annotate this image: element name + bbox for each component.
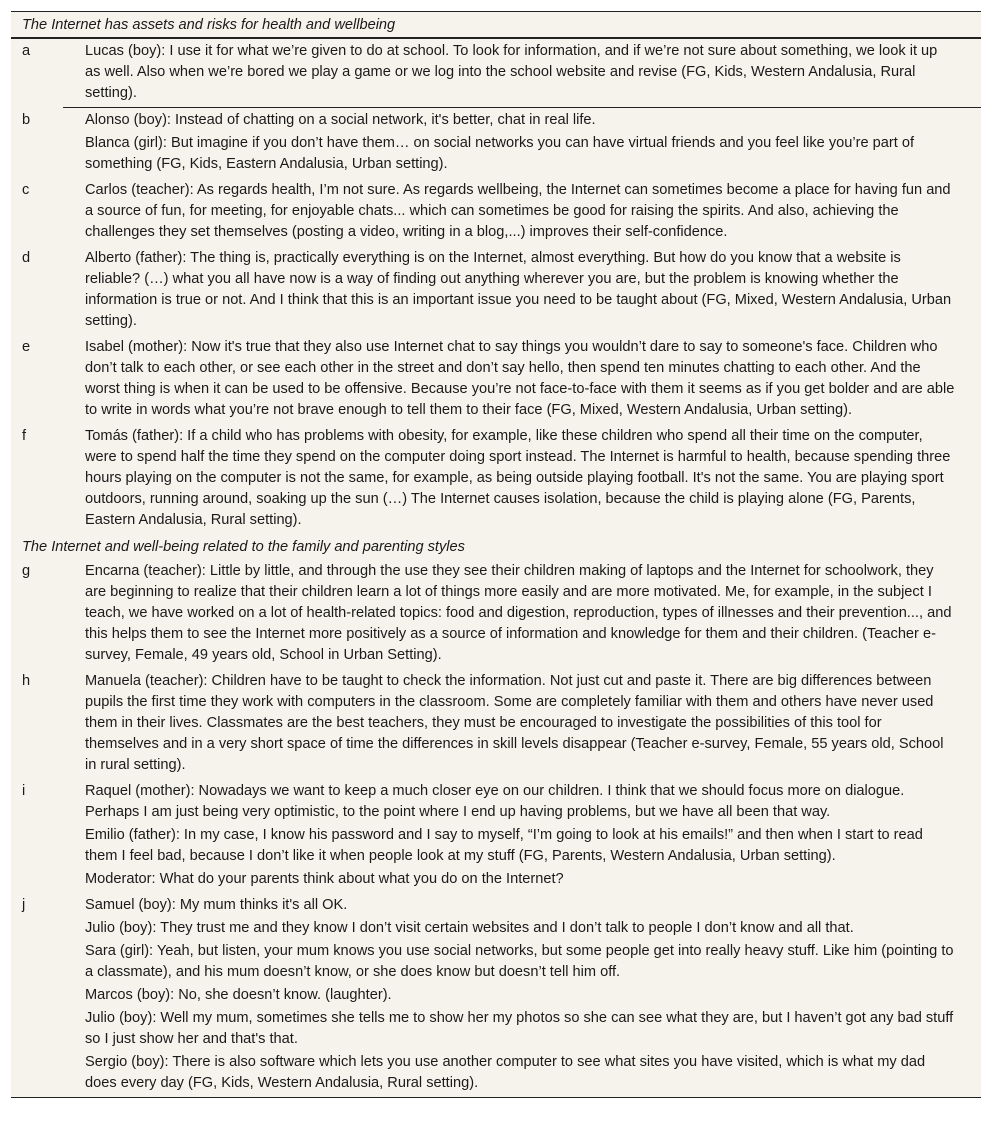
row-label: d (22, 250, 31, 266)
row-label: a (22, 43, 31, 59)
table-row (11, 559, 981, 669)
table-row (11, 335, 981, 424)
row-quotes (85, 110, 981, 177)
quote-paragraph: Alberto (father): The thing is, practically everything is on the Internet, almost everything. But how do you know that a website is reliable? (…) what you all have now is a way of finding out anything wherever you are, but the problem is knowing whether the information is true or not. And I think that this is an important issue you need to be taught about (FG, Mixed, Western Andalusia, Urban setting). (85, 250, 952, 329)
quote-paragraph: Tomás (father): If a child who has problems with obesity, for example, like these children who spend all their time on the computer, were to spend half the time they spend on the computer doing sport instead. The Internet is harmful to health, because spending three hours playing on the computer is not the same, for example, as being outside playing football. It's not the same. You are playing sport outdoors, running around, soaking up the sun (…) The Internet causes isolation, because the child is playing alone (FG, Parents, Eastern Andalusia, Rural setting). (85, 428, 951, 528)
quote-paragraph: Lucas (boy): I use it for what we’re given to do at school. To look for information, and if we’re not sure about something, we look it up as well. Also when we’re bored we play a game or we log into the school website and revise (FG, Kids, Western Andalusia, Rural setting). (85, 43, 938, 101)
row-label: e (22, 339, 31, 355)
row-quotes (85, 561, 981, 668)
quote-paragraph: Encarna (teacher): Little by little, and through the use they see their children making of laptops and the Internet for schoolwork, they are beginning to realize that their children learn a lot of things more easily and are more motivated. Me, for example, in the subject I teach, we have worked on a lot of health-related topics: food and digestion, reproduction, types of illnesses and their prevention..., and this helps them to see the Internet more positively as a source of information and knowledge for them and their children. (Teacher e-survey, Female, 49 years old, School in Urban Setting). (85, 563, 952, 663)
row-label: g (22, 563, 31, 579)
row-quotes (85, 41, 981, 106)
row-label: i (22, 783, 26, 799)
section-title: The Internet has assets and risks for health and wellbeing (11, 12, 981, 39)
table-row (11, 779, 981, 893)
table-row (22, 39, 981, 108)
quote-paragraph: Julio (boy): Well my mum, sometimes she tells me to show her my photos so she can see what they are, but I haven’t got any bad stuff so I just show her and that's that. (85, 1010, 954, 1047)
row-label: h (22, 673, 31, 689)
row-quotes (85, 426, 981, 533)
quote-paragraph: Sergio (boy): There is also software which lets you use another computer to see what sites you have visited, which is what my dad does every day (FG, Kids, Western Andalusia, Rural setting). (85, 1054, 926, 1091)
row-label: c (22, 182, 30, 198)
row-label: f (22, 428, 27, 444)
row-quotes (85, 180, 981, 245)
row-quotes (85, 895, 981, 1096)
quote-paragraph: Carlos (teacher): As regards health, I’m not sure. As regards wellbeing, the Internet can sometimes become a place for having fun and a source of fun, for meeting, for enjoyable chats... which can sometimes be good for raising the spirits. And also, achieving the challenges they set themselves (posting a video, writing in a blog,...) improves their self-confidence. (85, 182, 951, 240)
row-label: b (22, 112, 31, 128)
table-row (11, 246, 981, 335)
quote-paragraph: Sara (girl): Yeah, but listen, your mum knows you use social networks, but some people get into really heavy stuff. Like him (pointing to a classmate), and his mum doesn’t know, or she does know but doesn’t tell him off. (85, 943, 954, 980)
table-row (11, 669, 981, 779)
quote-paragraph: Blanca (girl): But imagine if you don’t have them… on social networks you can have virtual friends and you feel like you’re part of something (FG, Kids, Eastern Andalusia, Urban setting). (85, 135, 915, 172)
table-row (11, 424, 981, 534)
table-row (11, 178, 981, 246)
quote-paragraph: Alonso (boy): Instead of chatting on a social network, it's better, chat in real life. (85, 112, 596, 128)
table-row (11, 893, 981, 1097)
quote-paragraph: Manuela (teacher): Children have to be taught to check the information. Not just cut and paste it. There are big differences between pupils the first time they work with computers in the classroom. Some are completely familiar with them and others have never used them in their lives. Classmates are the best teachers, they must be encouraged to investigate the possibilities of this tool for themselves and in a very short space of time the differences in skill levels disappear (Teacher e-survey, Female, 55 years old, School in rural setting). (85, 673, 944, 773)
quote-paragraph: Raquel (mother): Nowadays we want to keep a much closer eye on our children. I think that we should focus more on dialogue. Perhaps I am just being very optimistic, to the point where I end up having problems, but we have all been that way. (85, 783, 905, 820)
table-row (11, 108, 981, 178)
quote-paragraph: Marcos (boy): No, she doesn’t know. (laughter). (85, 987, 392, 1003)
row-quotes (85, 781, 981, 892)
quote-paragraph: Isabel (mother): Now it's true that they also use Internet chat to say things you wouldn’t dare to say to someone's face. Children who don’t talk to each other, or see each other in the street and don’t say hello, then spend ten minutes chatting to each other. And the worst thing is when it can be used to be offensive. Because you’re not face-to-face with them it seems as if you get bolder and are able to write in words what you’re not brave enough to tell them to their face (FG, Mixed, Western Andalusia, Urban setting). (85, 339, 955, 418)
quotes-table (11, 11, 981, 1098)
row-quotes (85, 671, 981, 778)
row-label: j (22, 897, 26, 913)
quote-paragraph: Moderator: What do your parents think about what you do on the Internet? (85, 871, 564, 887)
row-quotes (85, 337, 981, 423)
quote-paragraph: Julio (boy): They trust me and they know I don’t visit certain websites and I don’t talk to people I don’t know and all that. (85, 920, 854, 936)
section-title: The Internet and well-being related to the family and parenting styles (22, 539, 465, 555)
quote-paragraph: Samuel (boy): My mum thinks it's all OK. (85, 897, 348, 913)
quote-paragraph: Emilio (father): In my case, I know his password and I say to myself, “I’m going to look at his emails!” and then when I start to read them I feel bad, because I don’t like it when people look at my stuff (FG, Parents, Western Andalusia, Urban setting). (85, 827, 923, 864)
row-quotes (85, 248, 981, 334)
